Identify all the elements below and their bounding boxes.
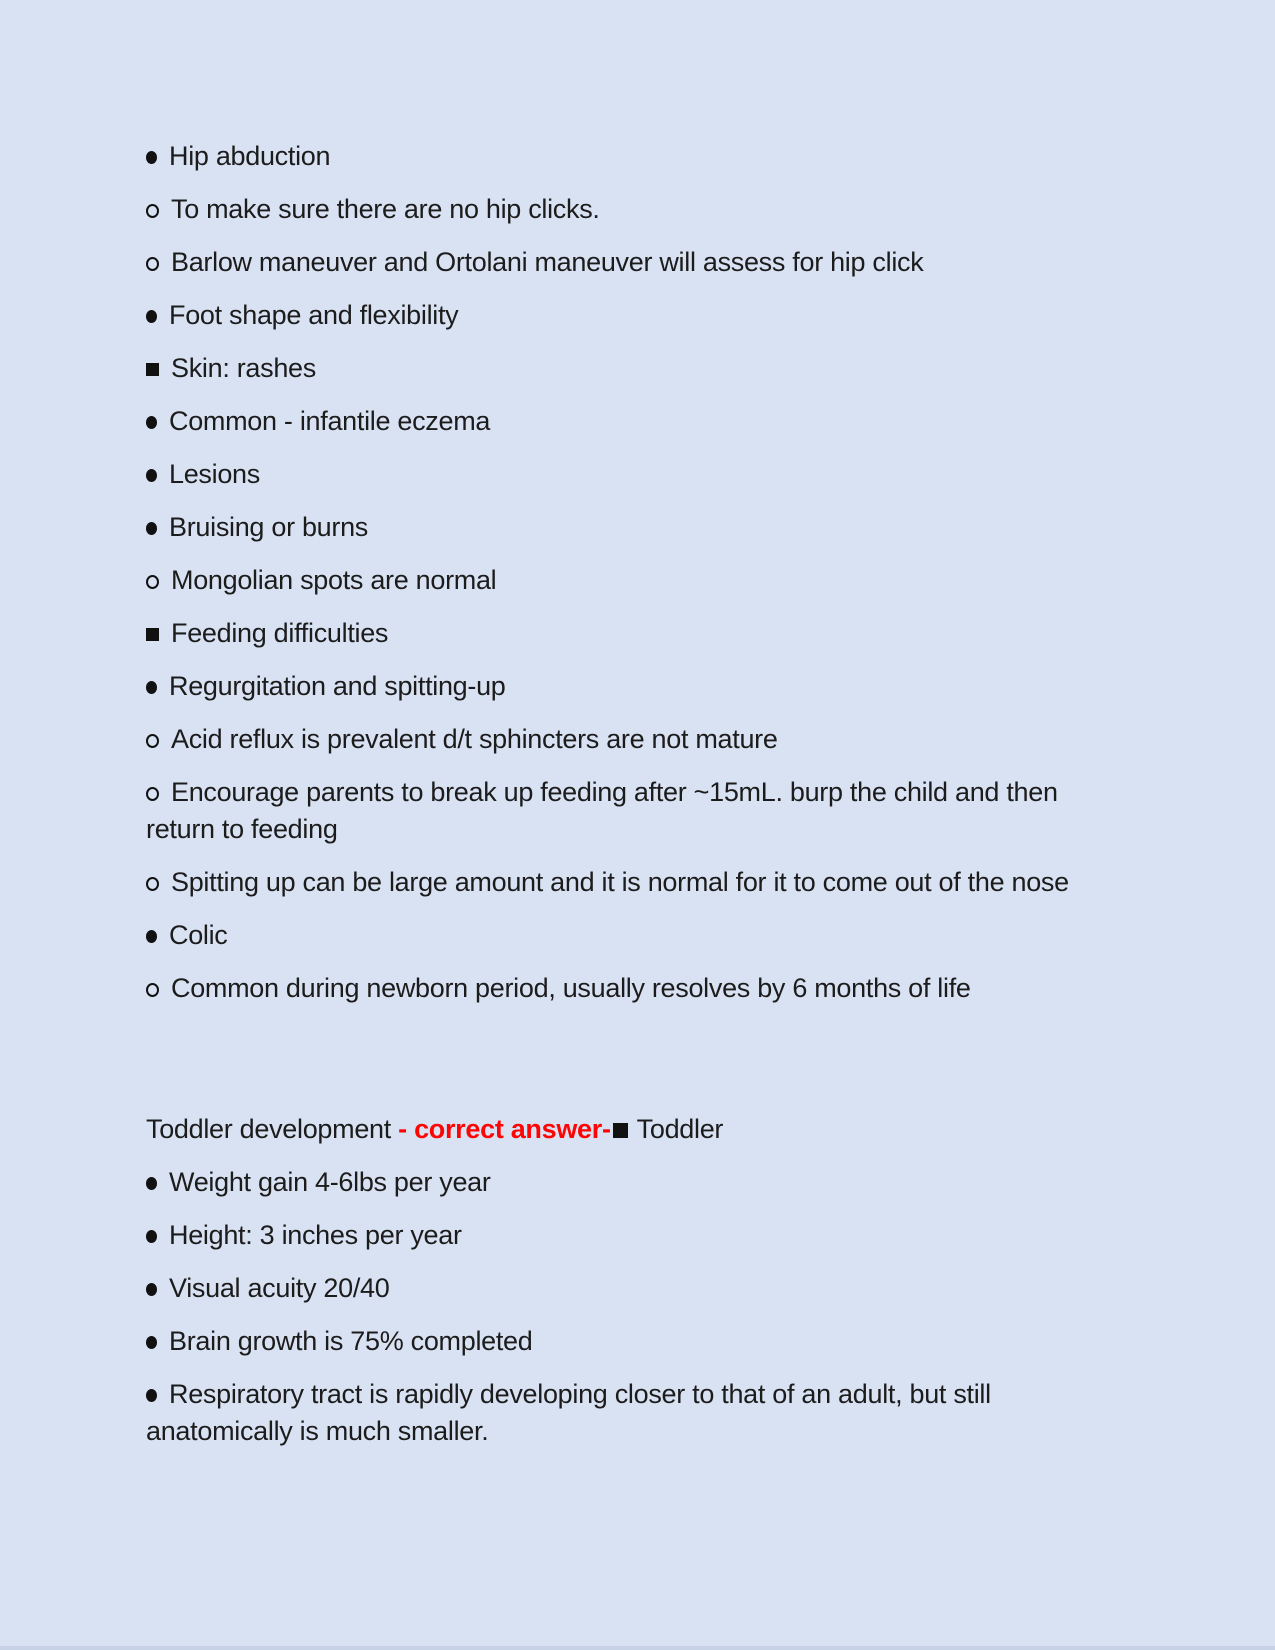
- list-item-text: Mongolian spots are normal: [171, 565, 497, 595]
- list-item-text: Colic: [169, 920, 228, 950]
- list-item: [146, 721, 1163, 758]
- list-item: [146, 1217, 1163, 1254]
- filled-circle-bullet-icon: [146, 681, 157, 694]
- list-item: [146, 864, 1163, 901]
- list-item: [146, 615, 1163, 652]
- list-item: [146, 297, 1163, 334]
- list-item: [146, 1376, 1163, 1450]
- filled-circle-bullet-icon: [146, 310, 157, 323]
- list-item: [146, 917, 1163, 954]
- list-item-text: Barlow maneuver and Ortolani maneuver will assess for hip click: [171, 247, 924, 277]
- list-item: [146, 403, 1163, 440]
- page-bottom-edge: [0, 1646, 1275, 1650]
- list-item: [146, 191, 1163, 228]
- document-body: [146, 138, 1163, 1466]
- list-item-text: Spitting up can be large amount and it is normal for it to come out of the nose: [171, 867, 1069, 897]
- open-circle-bullet-icon: [146, 734, 159, 748]
- open-circle-bullet-icon: [146, 257, 159, 271]
- list-item: [146, 668, 1163, 705]
- list-item-text: To make sure there are no hip clicks.: [171, 194, 600, 224]
- filled-square-bullet-icon: [146, 628, 159, 641]
- heading-text: Toddler: [636, 1114, 724, 1144]
- filled-circle-bullet-icon: [146, 1230, 157, 1243]
- list-item-text: Encourage parents to break up feeding after ~15mL. burp the child and then: [171, 777, 1058, 807]
- section-newborn-assessment-notes: [146, 138, 1163, 1007]
- list-item-text: Bruising or burns: [169, 512, 368, 542]
- list-item-text: anatomically is much smaller.: [146, 1416, 489, 1446]
- list-item: [146, 562, 1163, 599]
- filled-circle-bullet-icon: [146, 416, 157, 429]
- section-heading: [146, 1111, 1163, 1148]
- filled-circle-bullet-icon: [146, 930, 157, 943]
- filled-circle-bullet-icon: [146, 151, 157, 164]
- section-toddler-development: [146, 1111, 1163, 1450]
- list-item-text: Feeding difficulties: [171, 618, 389, 648]
- list-item-text: Foot shape and flexibility: [169, 300, 459, 330]
- open-circle-bullet-icon: [146, 575, 159, 589]
- list-item-text: Acid reflux is prevalent d/t sphincters are not mature: [171, 724, 778, 754]
- heading-text: Toddler development: [146, 1114, 399, 1144]
- filled-circle-bullet-icon: [146, 1336, 157, 1349]
- open-circle-bullet-icon: [146, 877, 159, 891]
- correct-answer-label: - correct answer-: [398, 1114, 611, 1144]
- list-item-text: Hip abduction: [169, 141, 331, 171]
- open-circle-bullet-icon: [146, 787, 159, 801]
- list-item-text: Weight gain 4-6lbs per year: [169, 1167, 491, 1197]
- list-item-text: Regurgitation and spitting-up: [169, 671, 506, 701]
- list-item: [146, 1323, 1163, 1360]
- list-item-text: Respiratory tract is rapidly developing closer to that of an adult, but still: [169, 1379, 991, 1409]
- open-circle-bullet-icon: [146, 983, 159, 997]
- list-item: [146, 1270, 1163, 1307]
- list-item-text: Common during newborn period, usually resolves by 6 months of life: [171, 973, 971, 1003]
- filled-circle-bullet-icon: [146, 1283, 157, 1296]
- filled-circle-bullet-icon: [146, 469, 157, 482]
- list-item-text: Common - infantile eczema: [169, 406, 491, 436]
- inline-filled-square-icon: [613, 1123, 628, 1138]
- filled-circle-bullet-icon: [146, 522, 157, 535]
- list-item: [146, 244, 1163, 281]
- filled-square-bullet-icon: [146, 363, 159, 376]
- list-item-text: Skin: rashes: [171, 353, 316, 383]
- list-item-text: Visual acuity 20/40: [169, 1273, 390, 1303]
- list-item: [146, 970, 1163, 1007]
- list-item: [146, 456, 1163, 493]
- list-item-text: Height: 3 inches per year: [169, 1220, 462, 1250]
- filled-circle-bullet-icon: [146, 1177, 157, 1190]
- list-item-text: Brain growth is 75% completed: [169, 1326, 533, 1356]
- open-circle-bullet-icon: [146, 204, 159, 218]
- list-item: [146, 1164, 1163, 1201]
- list-item-text: Lesions: [169, 459, 260, 489]
- list-item: [146, 350, 1163, 387]
- list-item: [146, 774, 1163, 848]
- list-item: [146, 509, 1163, 546]
- list-item-text: return to feeding: [146, 814, 338, 844]
- list-item: [146, 138, 1163, 175]
- filled-circle-bullet-icon: [146, 1389, 157, 1402]
